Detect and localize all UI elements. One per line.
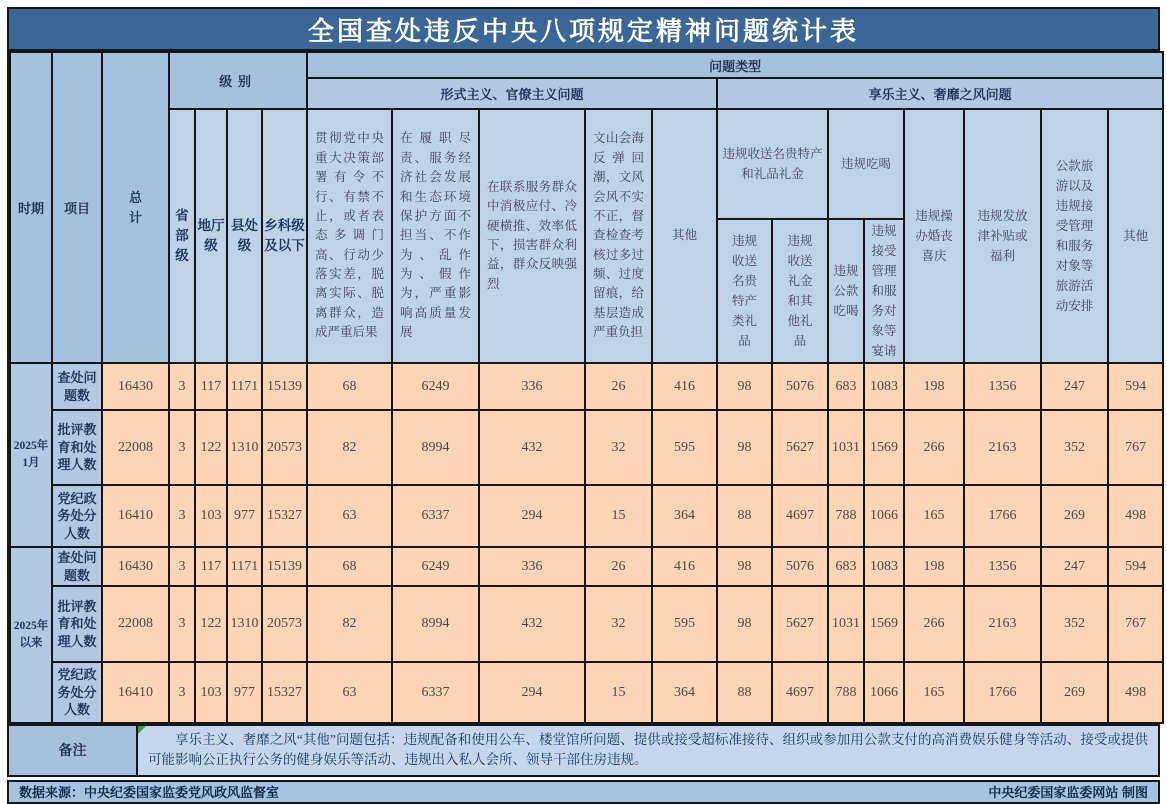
data-cell: 5627 xyxy=(772,586,828,662)
data-cell: 117 xyxy=(195,363,227,410)
data-cell: 1083 xyxy=(864,363,904,410)
data-cell: 247 xyxy=(1041,547,1108,586)
table-row xyxy=(10,586,1163,662)
row-label: 查处问题数 xyxy=(52,363,102,410)
data-cell: 26 xyxy=(585,363,652,410)
data-cell: 364 xyxy=(652,662,717,723)
period-label: 2025年1月 xyxy=(10,363,52,547)
data-cell: 1310 xyxy=(227,410,262,485)
data-cell: 16430 xyxy=(102,547,169,586)
data-cell: 594 xyxy=(1108,363,1163,410)
data-source-text: 数据来源：中央纪委国家监委党风政风监督室 xyxy=(19,785,280,801)
data-cell: 3 xyxy=(169,662,195,723)
header-row-3 xyxy=(10,109,1163,219)
statistics-sheet xyxy=(7,7,1160,804)
data-cell: 416 xyxy=(652,547,717,586)
data-cell: 1066 xyxy=(864,485,904,547)
data-cell: 98 xyxy=(717,410,772,485)
data-cell: 1766 xyxy=(964,485,1041,547)
data-cell: 5076 xyxy=(772,363,828,410)
title-bar xyxy=(9,9,1158,51)
col-header-formalism-4: 文山会海反弹回潮，文风会风不实不正，督查检查考核过多过频、过度留痕，给基层造成严重负担 xyxy=(585,109,652,363)
table-row xyxy=(10,662,1163,723)
data-cell: 22008 xyxy=(102,410,169,485)
col-header-public-funded-travel: 公款旅游以及违规接受管理和服务对象等旅游活动安排 xyxy=(1041,109,1108,363)
data-cell: 103 xyxy=(195,485,227,547)
data-cell: 595 xyxy=(652,410,717,485)
data-cell: 15327 xyxy=(262,485,307,547)
data-cell: 6337 xyxy=(392,662,479,723)
data-cell: 2163 xyxy=(964,410,1041,485)
data-cell: 336 xyxy=(479,547,585,586)
note-label: 备注 xyxy=(9,726,138,775)
page-title: 全国查处违反中央八项规定精神问题统计表 xyxy=(307,16,859,46)
data-cell: 98 xyxy=(717,586,772,662)
data-cell: 1171 xyxy=(227,363,262,410)
credit-text: 中央纪委国家监委网站 制图 xyxy=(988,785,1148,801)
data-cell: 594 xyxy=(1108,547,1163,586)
data-cell: 6249 xyxy=(392,547,479,586)
group-header-dining: 违规吃喝 xyxy=(828,109,904,219)
data-cell: 32 xyxy=(585,586,652,662)
data-cell: 767 xyxy=(1108,586,1163,662)
data-cell: 6337 xyxy=(392,485,479,547)
data-cell: 416 xyxy=(652,363,717,410)
col-header-township-level: 乡科级及以下 xyxy=(262,109,307,363)
data-cell: 1066 xyxy=(864,662,904,723)
data-cell: 15 xyxy=(585,485,652,547)
data-cell: 32 xyxy=(585,410,652,485)
level-label: 级别 xyxy=(219,74,257,89)
table-row xyxy=(10,363,1163,410)
data-cell: 683 xyxy=(828,363,864,410)
data-cell: 82 xyxy=(307,410,392,485)
data-cell: 198 xyxy=(904,363,964,410)
data-cell: 294 xyxy=(479,662,585,723)
data-cell: 1031 xyxy=(828,410,864,485)
data-cell: 5076 xyxy=(772,547,828,586)
data-cell: 788 xyxy=(828,662,864,723)
data-cell: 364 xyxy=(652,485,717,547)
data-cell: 1031 xyxy=(828,586,864,662)
data-cell: 352 xyxy=(1041,410,1108,485)
data-cell: 788 xyxy=(828,485,864,547)
data-cell: 1171 xyxy=(227,547,262,586)
header-row-1 xyxy=(10,52,1163,78)
data-cell: 3 xyxy=(169,586,195,662)
row-label: 党纪政务处分人数 xyxy=(52,485,102,547)
data-cell: 247 xyxy=(1041,363,1108,410)
data-cell: 122 xyxy=(195,410,227,485)
data-cell: 269 xyxy=(1041,485,1108,547)
data-cell: 977 xyxy=(227,485,262,547)
note-text xyxy=(138,726,1158,775)
row-label: 批评教育和处理人数 xyxy=(52,586,102,662)
data-cell: 20573 xyxy=(262,586,307,662)
data-cell: 15 xyxy=(585,662,652,723)
data-cell: 88 xyxy=(717,662,772,723)
data-cell: 16410 xyxy=(102,485,169,547)
data-cell: 294 xyxy=(479,485,585,547)
row-label: 党纪政务处分人数 xyxy=(52,662,102,723)
data-cell: 3 xyxy=(169,485,195,547)
col-header-province-level: 省部级 xyxy=(169,109,195,363)
data-cell: 352 xyxy=(1041,586,1108,662)
data-cell: 4697 xyxy=(772,485,828,547)
total-label: 总计 xyxy=(128,190,142,225)
data-cell: 8994 xyxy=(392,410,479,485)
data-cell: 336 xyxy=(479,363,585,410)
data-cell: 683 xyxy=(828,547,864,586)
table-row xyxy=(10,547,1163,586)
data-cell: 165 xyxy=(904,485,964,547)
col-header-item: 项目 xyxy=(52,52,102,363)
data-cell: 1083 xyxy=(864,547,904,586)
period-label: 2025年以来 xyxy=(10,547,52,723)
data-cell: 266 xyxy=(904,410,964,485)
note-row xyxy=(9,724,1158,775)
data-cell: 432 xyxy=(479,586,585,662)
data-cell: 432 xyxy=(479,410,585,485)
col-header-hedonism-other: 其他 xyxy=(1108,109,1163,363)
row-label: 查处问题数 xyxy=(52,547,102,586)
data-cell: 63 xyxy=(307,662,392,723)
data-cell: 63 xyxy=(307,485,392,547)
col-header-formalism-1: 贯彻党中央重大决策部署有令不行、有禁不止，或者表态多调门高、行动少落实差，脱离实际、脱离群众，造成严重后果 xyxy=(307,109,392,363)
col-header-allowances: 违规发放津补贴或福利 xyxy=(964,109,1041,363)
col-header-period: 时期 xyxy=(10,52,52,363)
data-cell: 26 xyxy=(585,547,652,586)
data-cell: 122 xyxy=(195,586,227,662)
data-cell: 5627 xyxy=(772,410,828,485)
group-header-gifts: 违规收送名贵特产和礼品礼金 xyxy=(717,109,828,219)
data-cell: 68 xyxy=(307,363,392,410)
data-cell: 498 xyxy=(1108,662,1163,723)
data-cell: 6249 xyxy=(392,363,479,410)
data-cell: 98 xyxy=(717,363,772,410)
col-header-gifts-specialty: 违规收送名贵特产类礼品 xyxy=(717,219,772,363)
data-cell: 1356 xyxy=(964,363,1041,410)
data-cell: 16410 xyxy=(102,662,169,723)
data-cell: 4697 xyxy=(772,662,828,723)
data-cell: 1356 xyxy=(964,547,1041,586)
col-header-county-level: 县处级 xyxy=(227,109,262,363)
data-cell: 1569 xyxy=(864,410,904,485)
group-header-formalism: 形式主义、官僚主义问题 xyxy=(307,78,717,109)
note-content: 享乐主义、奢靡之风“其他”问题包括：违规配备和使用公车、楼堂馆所问题、提供或接受超标准接待、组织或参加用公款支付的高消费娱乐健身等活动、接受或提供可能影响公正执行公务的健身娱乐等活动、违规出入私人会所、领导干部住房违规。 xyxy=(148,732,1148,768)
col-header-dining-public-funds: 违规公款吃喝 xyxy=(828,219,864,363)
data-cell: 103 xyxy=(195,662,227,723)
data-cell: 22008 xyxy=(102,586,169,662)
data-cell: 3 xyxy=(169,410,195,485)
data-cell: 1569 xyxy=(864,586,904,662)
data-cell: 16430 xyxy=(102,363,169,410)
data-cell: 1310 xyxy=(227,586,262,662)
data-cell: 15327 xyxy=(262,662,307,723)
data-cell: 15139 xyxy=(262,363,307,410)
data-cell: 1766 xyxy=(964,662,1041,723)
data-cell: 2163 xyxy=(964,586,1041,662)
row-label: 批评教育和处理人数 xyxy=(52,410,102,485)
data-cell: 165 xyxy=(904,662,964,723)
data-cell: 117 xyxy=(195,547,227,586)
data-cell: 88 xyxy=(717,485,772,547)
data-cell: 269 xyxy=(1041,662,1108,723)
group-header-problem-type: 问题类型 xyxy=(307,52,1163,78)
data-cell: 98 xyxy=(717,547,772,586)
data-cell: 3 xyxy=(169,547,195,586)
col-header-gifts-money: 违规收送礼金和其他礼品 xyxy=(772,219,828,363)
col-header-dining-banquets: 违规接受管理和服务对象等宴请 xyxy=(864,219,904,363)
table-row xyxy=(10,485,1163,547)
table-row xyxy=(10,410,1163,485)
group-header-level xyxy=(169,52,307,109)
data-cell: 15139 xyxy=(262,547,307,586)
data-cell: 266 xyxy=(904,586,964,662)
col-header-total xyxy=(102,52,169,363)
col-header-formalism-2: 在履职尽责、服务经济社会发展和生态环境保护方面不担当、不作为、乱作为、假作为，严重影响高质量发展 xyxy=(392,109,479,363)
statistics-table xyxy=(9,51,1164,724)
data-cell: 498 xyxy=(1108,485,1163,547)
data-cell: 977 xyxy=(227,662,262,723)
col-header-prefecture-level: 地厅级 xyxy=(195,109,227,363)
col-header-formalism-3: 在联系服务群众中消极应付、冷硬横推、效率低下，损害群众利益，群众反映强烈 xyxy=(479,109,585,363)
col-header-formalism-other: 其他 xyxy=(652,109,717,363)
data-cell: 767 xyxy=(1108,410,1163,485)
group-header-hedonism: 享乐主义、奢靡之风问题 xyxy=(717,78,1163,109)
data-cell: 20573 xyxy=(262,410,307,485)
data-cell: 82 xyxy=(307,586,392,662)
data-cell: 3 xyxy=(169,363,195,410)
data-cell: 8994 xyxy=(392,586,479,662)
footer-bar xyxy=(7,780,1160,804)
comment-marker-icon xyxy=(138,726,146,734)
data-cell: 595 xyxy=(652,586,717,662)
data-cell: 198 xyxy=(904,547,964,586)
col-header-weddings-funerals: 违规操办婚丧喜庆 xyxy=(904,109,964,363)
data-cell: 68 xyxy=(307,547,392,586)
